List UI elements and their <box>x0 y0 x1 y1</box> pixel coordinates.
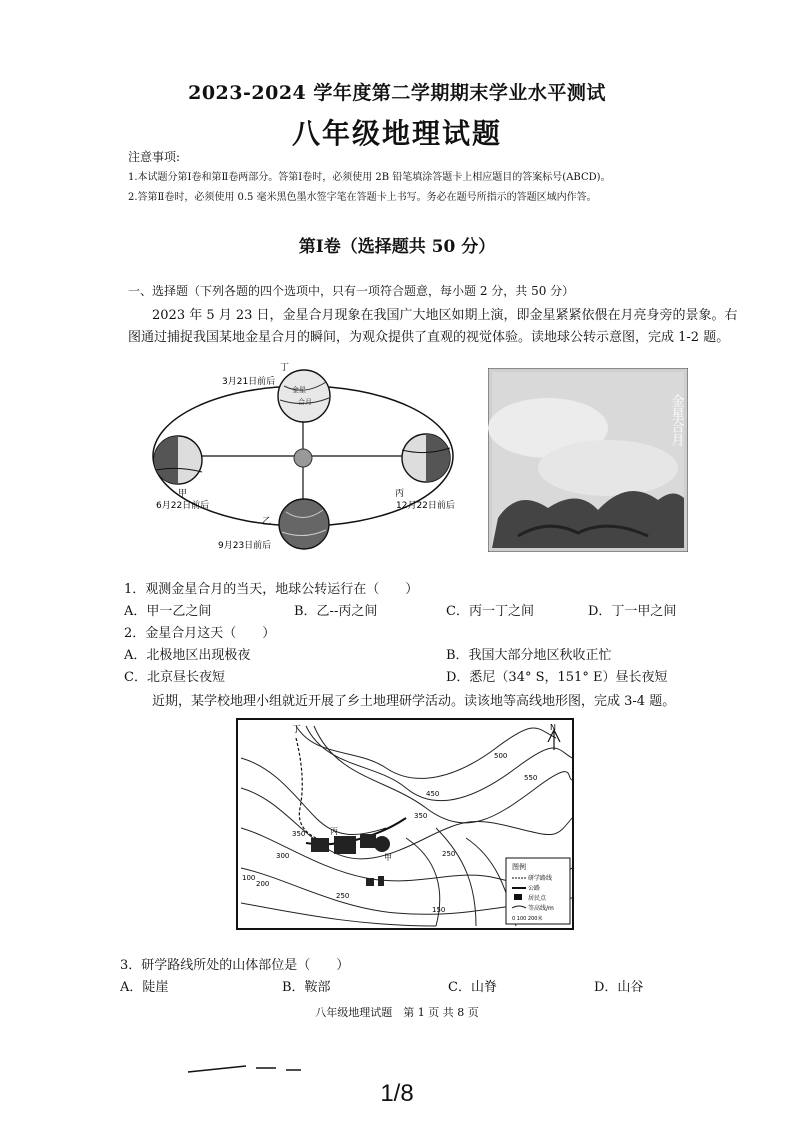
orbit-date-jia: 6月22日前后 <box>156 501 210 511</box>
earth-ding <box>278 370 330 422</box>
orbit-label-ding: 丁 <box>280 363 290 373</box>
map-label-12: 350 <box>292 830 306 838</box>
page-indicator: 1/8 <box>380 1080 414 1107</box>
page-footer: 八年级地理试题 第 1 页 共 8 页 <box>315 1006 479 1019</box>
map-label-5: 450 <box>426 790 440 798</box>
q3-option-d[interactable]: D．山谷 <box>594 980 644 995</box>
legend-item-2: 居民点 <box>528 895 547 902</box>
legend-item-1: 公路 <box>528 885 541 892</box>
q3-option-c[interactable]: C．山脊 <box>448 980 497 995</box>
sun-icon <box>294 449 312 467</box>
map-label-13: 250 <box>336 892 350 900</box>
q1-option-c[interactable]: C．丙一丁之间 <box>446 604 534 619</box>
orbit-date-yi: 9月23日前后 <box>218 541 272 551</box>
q1-option-d[interactable]: D．丁一甲之间 <box>588 604 677 619</box>
orbit-date-bing: 12月22日前后 <box>396 501 455 511</box>
exam-title-line2: 八年级地理试题 <box>291 117 502 150</box>
q2-stem: 2．金星合月这天（ ） <box>124 626 276 641</box>
orbit-date-ding: 3月21日前后 <box>222 377 276 387</box>
svg-text:合月: 合月 <box>298 398 312 406</box>
map-label-9: 200 <box>256 880 270 888</box>
map-label-11: 100 <box>242 874 256 882</box>
map-label-3: 500 <box>494 752 508 760</box>
map-legend <box>506 858 570 924</box>
legend-scale: 0 100 200米 <box>512 916 543 922</box>
passage-line-2: 图通过捕捉我国某地金星合月的瞬间，为观众提供了直观的视觉体验。读地球公转示意图，完成 1-2 题。 <box>128 330 730 345</box>
q2-option-d[interactable]: D．悉尼（34° S，151° E）昼长夜短 <box>446 670 668 685</box>
map-label-1: 丙 <box>330 827 338 836</box>
q1-option-a[interactable]: A．甲一乙之间 <box>124 604 212 619</box>
contour-map <box>236 718 574 930</box>
q2-option-a[interactable]: A．北极地区出现极夜 <box>124 648 251 663</box>
earth-bing <box>402 434 450 482</box>
passage-2: 近期，某学校地理小组就近开展了乡土地理研学活动。读该地等高线地形图，完成 3-4 题。 <box>152 694 676 709</box>
earth-yi <box>279 499 329 549</box>
q2-option-c[interactable]: C．北京昼长夜短 <box>124 670 225 685</box>
q1-stem: 1．观测金星合月的当天，地球公转运行在（ ） <box>124 582 419 597</box>
scan-mark <box>186 1062 306 1076</box>
q2-option-b[interactable]: B．我国大部分地区秋收正忙 <box>446 648 612 663</box>
legend-item-0: 研学路线 <box>528 875 553 882</box>
map-label-4: 550 <box>524 774 538 782</box>
passage-line-1: 2023 年 5 月 23 日，金星合月现象在我国广大地区如期上演，即金星紧紧依偎在月亮身旁的景象。右 <box>152 308 738 323</box>
q3-option-b[interactable]: B．鞍部 <box>282 980 331 995</box>
orbit-label-yi: 乙 <box>262 517 272 527</box>
photo-caption: 金星合月 <box>668 394 684 446</box>
map-label-2: 甲 <box>384 853 392 862</box>
legend-item-3: 等高线/m <box>528 905 554 912</box>
map-label-8: 300 <box>276 852 290 860</box>
earth-orbit-diagram <box>140 352 470 560</box>
notes-item-1: 1.本试题分第Ⅰ卷和第Ⅱ卷两部分。答第Ⅰ卷时，必须使用 2B 铅笔填涂答题卡上相应题目的答案标号(ABCD)。 <box>128 172 611 183</box>
svg-text:N: N <box>550 723 556 732</box>
map-label-0: 丁 <box>292 725 302 735</box>
q1-option-b[interactable]: B．乙--丙之间 <box>294 604 378 619</box>
map-label-10: 150 <box>432 906 446 914</box>
q3-option-a[interactable]: A．陡崖 <box>120 980 169 995</box>
map-label-7: 250 <box>442 850 456 858</box>
venus-moon-photo <box>488 368 688 552</box>
part1-heading: 一、选择题（下列各题的四个选项中，只有一项符合题意，每小题 2 分，共 50 分） <box>128 284 575 298</box>
notes-item-2: 2.答第Ⅱ卷时，必须使用 0.5 毫米黑色墨水签字笔在答题卡上书写。务必在题号所指示的答题区域内作答。 <box>128 192 597 203</box>
legend-title: 图例 <box>512 863 526 871</box>
orbit-label-bing: 丙 <box>395 489 405 499</box>
section-title: 第Ⅰ卷（选择题共 50 分） <box>298 237 496 257</box>
orbit-label-jia: 甲 <box>178 489 188 499</box>
q3-stem: 3．研学路线所处的山体部位是（ ） <box>120 958 350 973</box>
map-label-6: 350 <box>414 812 428 820</box>
notes-heading: 注意事项: <box>128 150 181 164</box>
exam-title-line1: 2023-2024 学年度第二学期期末学业水平测试 <box>188 82 606 104</box>
earth-jia <box>154 436 202 484</box>
svg-text:金星: 金星 <box>292 386 306 394</box>
